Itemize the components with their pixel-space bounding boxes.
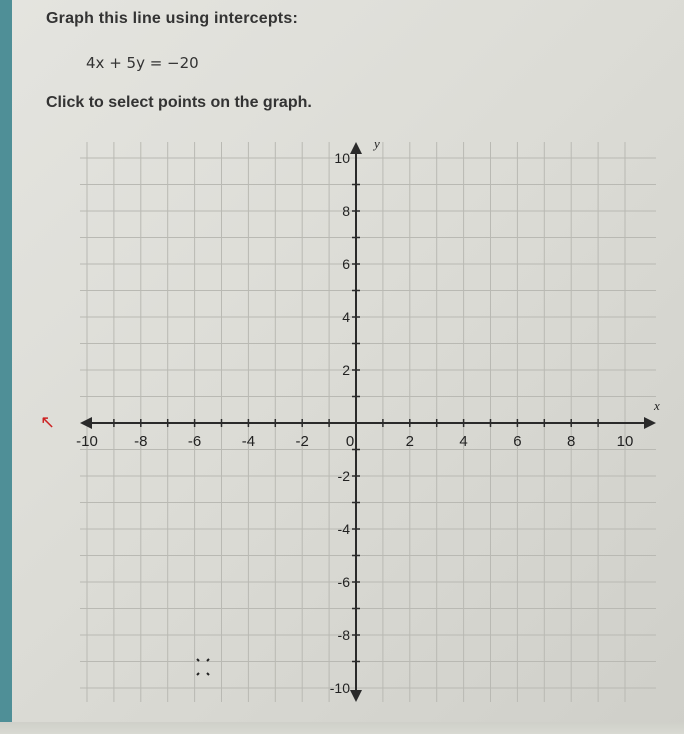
x-tick-label: 0 [345,433,355,450]
x-tick-label: 8 [567,433,576,450]
y-tick-label: 8 [342,203,350,219]
y-tick-label: 10 [334,150,350,166]
x-tick-labels [76,433,633,450]
x-tick-label: -4 [241,433,256,450]
y-tick-label: -6 [337,574,350,590]
y-tick-label: 2 [342,362,350,378]
instruction-text: Click to select points on the graph. [46,94,312,111]
y-axis-up-arrow-icon [350,142,362,154]
x-axis-left-arrow-icon [80,417,92,429]
y-tick-label: -4 [337,521,350,537]
y-tick-label: 6 [342,256,350,272]
y-tick-label: -2 [337,468,350,484]
x-tick-label: 2 [405,433,414,450]
question-prompt: Graph this line using intercepts: [46,10,298,27]
bottom-strip [0,722,684,734]
y-tick-label: -10 [329,680,350,696]
y-tick-label: -8 [337,627,350,643]
x-axis-label: x [654,398,660,413]
x-tick-label: -8 [134,433,148,450]
y-axis-label: y [374,136,380,151]
x-tick-label: -6 [187,433,202,450]
y-axis-down-arrow-icon [350,690,362,702]
x-tick-label: -2 [295,433,309,450]
x-tick-label: 4 [459,433,468,450]
x-axis-right-arrow-icon [644,417,656,429]
x-tick-label: 10 [616,433,634,450]
y-tick-label: 4 [342,309,350,325]
x-tick-label: -10 [76,433,98,450]
equation: 4x + 5y = −20 [86,54,199,72]
graph-axes [80,142,656,702]
red-arrow-icon: ↖ [40,412,56,432]
x-tick-label: 6 [513,433,522,450]
